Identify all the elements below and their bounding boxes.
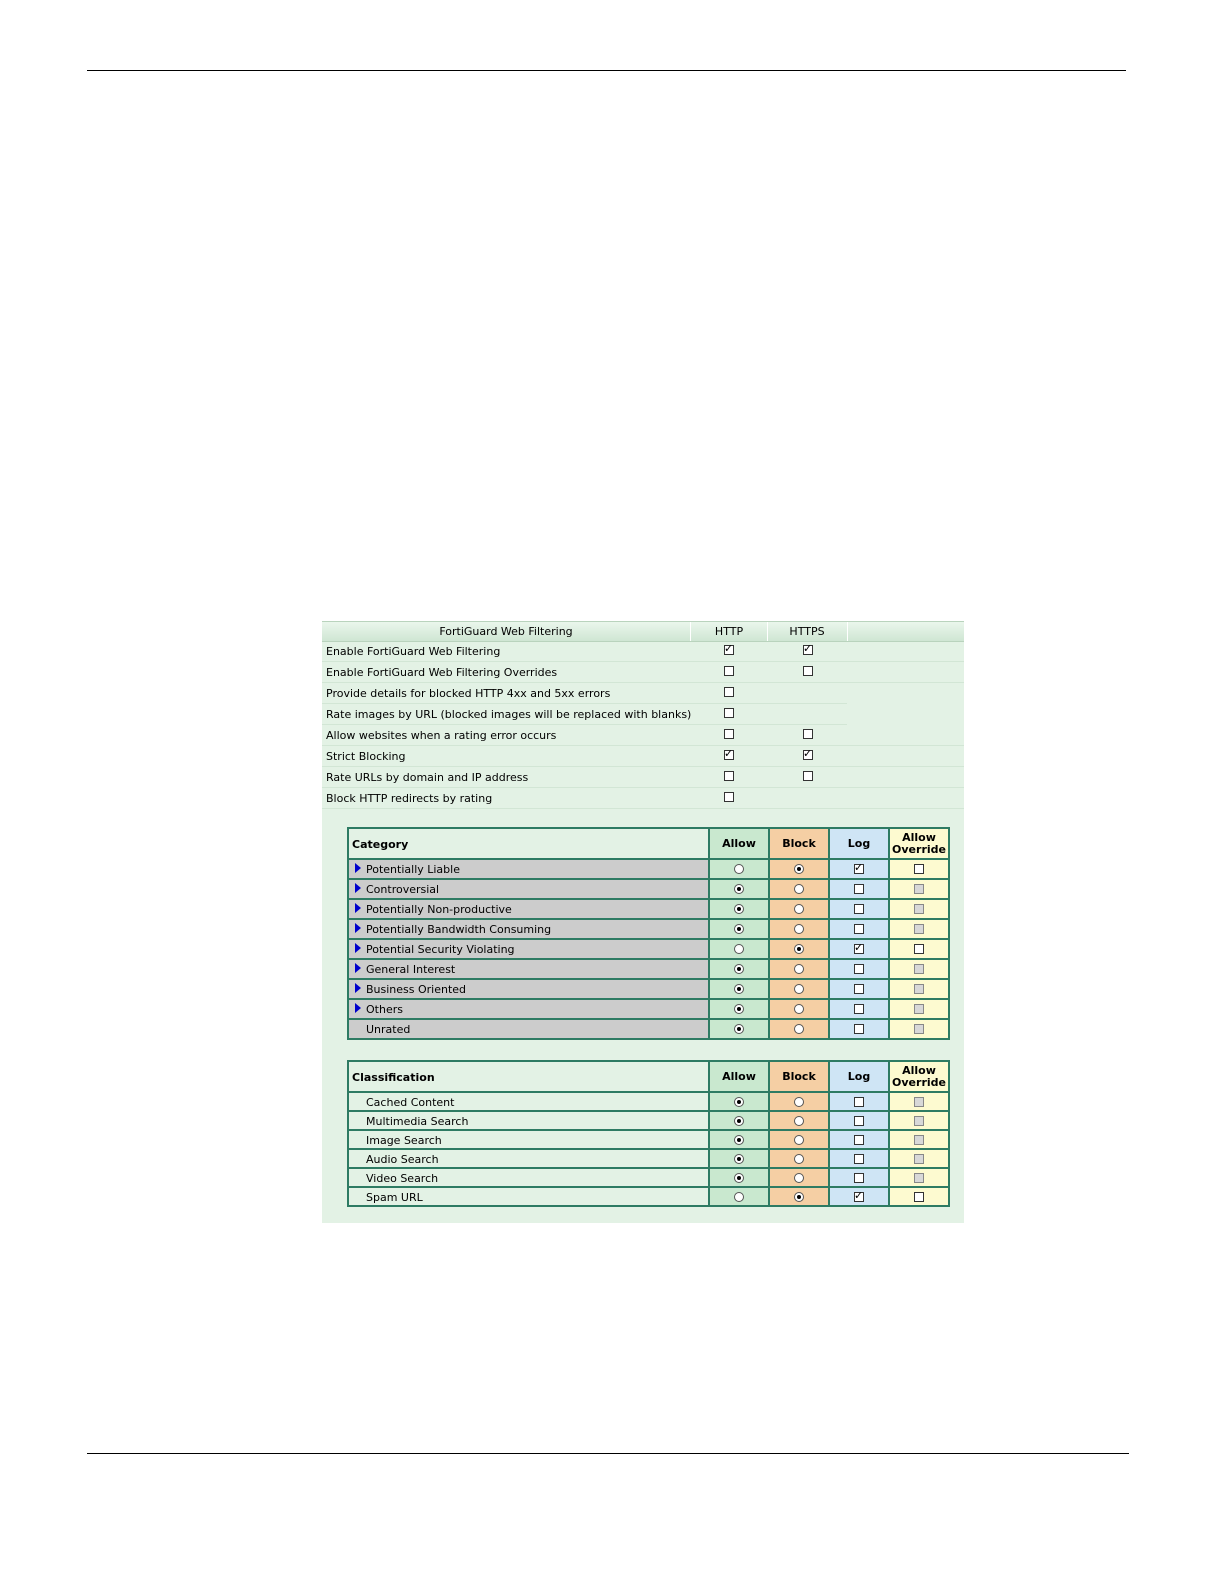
category-name: Others (366, 1003, 403, 1016)
category-row (348, 919, 949, 939)
settings-row-label: Provide details for blocked HTTP 4xx and 5xx errors (326, 687, 611, 700)
category-row (348, 959, 949, 979)
log-checkbox[interactable] (854, 904, 864, 914)
block-radio[interactable] (794, 964, 804, 974)
https-checkbox[interactable] (803, 771, 813, 781)
http-checkbox[interactable] (724, 666, 734, 676)
classification-header-override: Allow Override (892, 1063, 946, 1089)
allow-radio[interactable] (734, 1173, 744, 1183)
checkmark-icon: ✓ (854, 941, 864, 954)
checkmark-icon: ✓ (854, 861, 864, 874)
http-checkbox[interactable] (724, 642, 734, 655)
expand-arrow-icon[interactable] (355, 1003, 361, 1013)
block-radio[interactable] (794, 1154, 804, 1164)
settings-row-label: Enable FortiGuard Web Filtering Overrides (326, 666, 558, 679)
allow-radio[interactable] (734, 1004, 744, 1014)
expand-arrow-icon[interactable] (355, 883, 361, 893)
expand-arrow-icon[interactable] (355, 863, 361, 873)
settings-header-http: HTTP (714, 625, 744, 638)
settings-header (322, 621, 964, 642)
category-row (348, 899, 949, 919)
settings-row-label: Allow websites when a rating error occurs (326, 729, 557, 742)
block-radio[interactable] (794, 1116, 804, 1126)
allow-override-checkbox (914, 1173, 924, 1183)
settings-row-label: Enable FortiGuard Web Filtering (326, 645, 501, 658)
http-checkbox[interactable] (724, 792, 734, 802)
block-radio[interactable] (794, 1192, 804, 1202)
allow-radio[interactable] (734, 944, 744, 954)
settings-row-label: Rate images by URL (blocked images will be replaced with blanks) (326, 708, 692, 721)
block-radio[interactable] (794, 924, 804, 934)
expand-arrow-icon[interactable] (355, 903, 361, 913)
https-checkbox[interactable] (803, 729, 813, 739)
allow-radio[interactable] (734, 1116, 744, 1126)
category-header-override: Allow Override (892, 830, 946, 856)
classification-row (348, 1130, 949, 1149)
settings-row (322, 746, 964, 767)
settings-header-title: FortiGuard Web Filtering (439, 625, 573, 638)
allow-radio[interactable] (734, 964, 744, 974)
classification-header-log: Log (847, 1069, 871, 1083)
category-row (348, 979, 949, 999)
checkmark-icon: ✓ (724, 642, 734, 655)
http-checkbox[interactable] (724, 708, 734, 718)
log-checkbox[interactable] (854, 984, 864, 994)
category-row (348, 879, 949, 899)
allow-radio[interactable] (734, 1154, 744, 1164)
classification-name: Spam URL (366, 1191, 423, 1204)
block-radio[interactable] (794, 884, 804, 894)
allow-radio[interactable] (734, 1135, 744, 1145)
classification-name: Cached Content (366, 1096, 455, 1109)
settings-row (322, 725, 964, 746)
classification-header-allow: Allow (722, 1069, 756, 1083)
log-checkbox[interactable] (854, 964, 864, 974)
allow-override-checkbox (914, 904, 924, 914)
settings-row (322, 683, 964, 704)
page-bottom-rule (87, 1453, 1129, 1454)
classification-name: Image Search (366, 1134, 442, 1147)
allow-override-checkbox[interactable] (914, 1192, 924, 1202)
http-checkbox[interactable] (724, 747, 734, 760)
block-radio[interactable] (794, 1135, 804, 1145)
allow-override-checkbox[interactable] (914, 944, 924, 954)
classification-name: Audio Search (366, 1153, 439, 1166)
allow-override-checkbox (914, 1004, 924, 1014)
category-name: Controversial (366, 883, 440, 896)
settings-header-https: HTTPS (789, 625, 825, 638)
allow-override-checkbox (914, 984, 924, 994)
log-checkbox[interactable] (854, 1097, 864, 1107)
classification-row (348, 1111, 949, 1130)
expand-arrow-icon[interactable] (355, 963, 361, 973)
log-checkbox[interactable] (854, 1135, 864, 1145)
block-radio[interactable] (794, 1097, 804, 1107)
category-header-log: Log (847, 836, 871, 850)
log-checkbox[interactable] (854, 1188, 864, 1202)
block-radio[interactable] (794, 1173, 804, 1183)
block-radio[interactable] (794, 864, 804, 874)
log-checkbox[interactable] (854, 1024, 864, 1034)
category-header-block: Block (782, 836, 816, 850)
settings-row (322, 767, 964, 788)
block-radio[interactable] (794, 1024, 804, 1034)
allow-override-checkbox[interactable] (914, 864, 924, 874)
allow-radio[interactable] (734, 924, 744, 934)
category-header-allow: Allow (722, 836, 756, 850)
category-name: General Interest (366, 963, 456, 976)
expand-arrow-icon[interactable] (355, 923, 361, 933)
block-radio[interactable] (794, 1004, 804, 1014)
fortiguard-web-filtering-panel (322, 621, 964, 1223)
category-name: Potentially Non-productive (366, 903, 512, 916)
log-checkbox[interactable] (854, 1154, 864, 1164)
allow-radio[interactable] (734, 904, 744, 914)
log-checkbox[interactable] (854, 1004, 864, 1014)
https-checkbox[interactable] (803, 747, 813, 760)
https-checkbox[interactable] (803, 642, 813, 655)
log-checkbox[interactable] (854, 941, 864, 954)
settings-row-label: Rate URLs by domain and IP address (326, 771, 529, 784)
category-name: Potential Security Violating (366, 943, 515, 956)
classification-row (348, 1187, 949, 1206)
page-top-rule (87, 70, 1126, 71)
http-checkbox[interactable] (724, 771, 734, 781)
allow-radio[interactable] (734, 1024, 744, 1034)
checkmark-icon: ✓ (803, 747, 813, 760)
http-checkbox[interactable] (724, 729, 734, 739)
classification-header-block: Block (782, 1069, 816, 1083)
allow-radio[interactable] (734, 1192, 744, 1202)
settings-row-label: Block HTTP redirects by rating (326, 792, 493, 805)
allow-override-checkbox (914, 884, 924, 894)
category-header-name: Category (352, 838, 409, 851)
classification-row (348, 1092, 949, 1111)
checkmark-icon: ✓ (803, 642, 813, 655)
https-checkbox[interactable] (803, 666, 813, 676)
checkmark-icon: ✓ (724, 747, 734, 760)
allow-radio[interactable] (734, 884, 744, 894)
allow-override-checkbox (914, 924, 924, 934)
allow-override-checkbox (914, 1116, 924, 1126)
category-row (348, 939, 949, 959)
settings-row-label: Strict Blocking (326, 750, 406, 763)
allow-radio[interactable] (734, 864, 744, 874)
allow-override-checkbox (914, 1024, 924, 1034)
category-name: Potentially Liable (366, 863, 460, 876)
category-row (348, 1019, 949, 1039)
classification-name: Multimedia Search (366, 1115, 469, 1128)
category-name: Business Oriented (366, 983, 467, 996)
http-checkbox[interactable] (724, 687, 734, 697)
allow-override-checkbox (914, 1135, 924, 1145)
allow-override-checkbox (914, 1154, 924, 1164)
category-name: Potentially Bandwidth Consuming (366, 923, 552, 936)
log-checkbox[interactable] (854, 1116, 864, 1126)
allow-radio[interactable] (734, 1097, 744, 1107)
log-checkbox[interactable] (854, 924, 864, 934)
block-radio[interactable] (794, 904, 804, 914)
block-radio[interactable] (794, 944, 804, 954)
settings-row (322, 662, 964, 683)
classification-header-name: Classification (352, 1071, 435, 1084)
block-radio[interactable] (794, 984, 804, 994)
settings-row (322, 641, 964, 662)
classification-table (347, 1060, 950, 1207)
allow-radio[interactable] (734, 984, 744, 994)
allow-override-checkbox (914, 964, 924, 974)
category-row (348, 859, 949, 879)
category-row (348, 999, 949, 1019)
classification-row (348, 1149, 949, 1168)
settings-row (322, 788, 964, 809)
classification-name: Video Search (366, 1172, 439, 1185)
log-checkbox[interactable] (854, 861, 864, 874)
log-checkbox[interactable] (854, 884, 864, 894)
classification-header-row (348, 1061, 949, 1092)
classification-row (348, 1168, 949, 1187)
expand-arrow-icon[interactable] (355, 943, 361, 953)
log-checkbox[interactable] (854, 1173, 864, 1183)
category-table (347, 827, 950, 1040)
checkmark-icon: ✓ (854, 1188, 864, 1202)
allow-override-checkbox (914, 1097, 924, 1107)
category-name: Unrated (366, 1023, 411, 1036)
category-header-row (348, 828, 949, 859)
settings-row (322, 704, 964, 725)
expand-arrow-icon[interactable] (355, 983, 361, 993)
